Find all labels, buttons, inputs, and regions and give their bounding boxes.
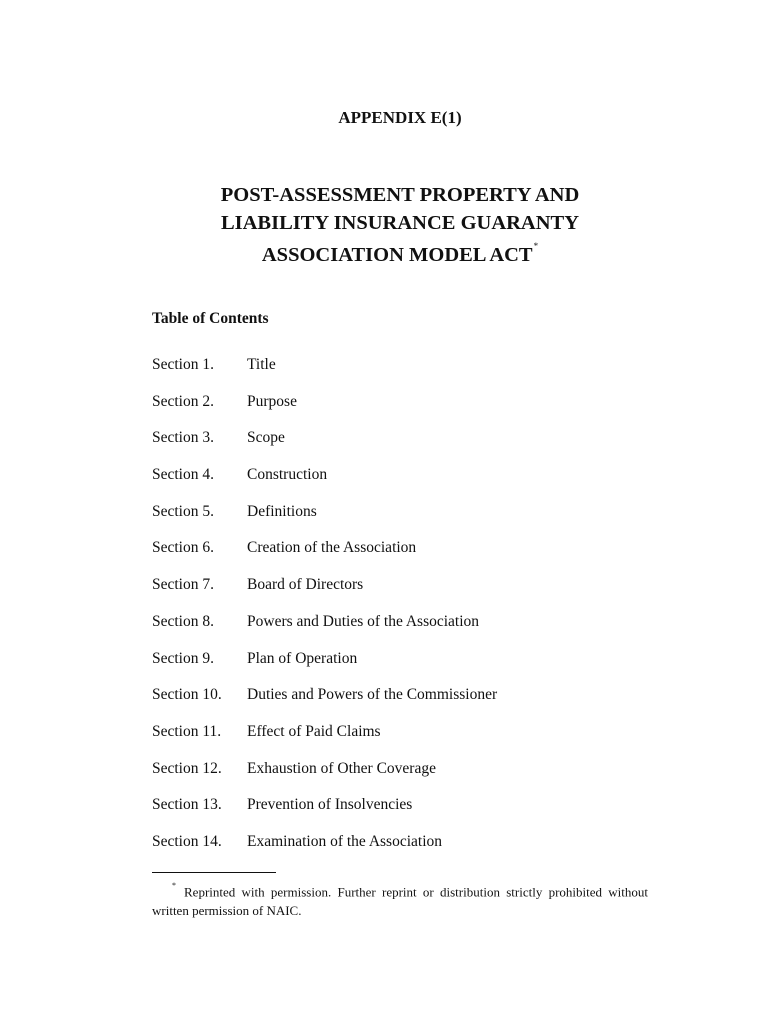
toc-section-title: Examination of the Association <box>247 832 443 850</box>
toc-item[interactable] <box>152 464 712 501</box>
title-footnote-marker[interactable]: * <box>533 241 539 251</box>
title-line-2: LIABILITY INSURANCE GUARANTY <box>220 211 580 234</box>
toc-section-title: Purpose <box>247 392 297 410</box>
toc-section-number: Section 5. <box>152 502 214 520</box>
toc-section-number: Section 8. <box>152 612 214 630</box>
toc-section-title: Title <box>247 356 276 373</box>
toc-item[interactable] <box>152 794 712 831</box>
toc-section-title: Construction <box>247 466 328 484</box>
toc-item[interactable] <box>152 831 712 868</box>
toc-item[interactable] <box>152 391 712 428</box>
footnote <box>152 879 648 920</box>
toc-section-number: Section 13. <box>152 796 222 814</box>
toc-section-number: Section 14. <box>152 832 222 850</box>
toc-item[interactable] <box>152 354 712 391</box>
toc-item[interactable] <box>152 648 712 685</box>
toc-section-title: Definitions <box>247 502 317 520</box>
toc-item[interactable] <box>152 574 712 611</box>
toc-section-title: Board of Directors <box>247 576 364 594</box>
toc-section-title: Prevention of Insolvencies <box>247 796 413 814</box>
toc-list <box>152 354 712 868</box>
toc-section-number: Section 2. <box>152 392 214 410</box>
footnote-marker: * <box>172 881 176 890</box>
appendix-label: APPENDIX E(1) <box>338 108 462 127</box>
document-title <box>0 182 770 269</box>
toc-section-number: Section 7. <box>152 576 214 594</box>
toc-section-number: Section 11. <box>152 722 222 740</box>
toc-section-number: Section 4. <box>152 466 214 484</box>
toc-item[interactable] <box>152 537 712 574</box>
toc-heading: Table of Contents <box>152 310 269 327</box>
footnote-divider <box>152 872 276 873</box>
toc-item[interactable] <box>152 501 712 538</box>
toc-section-number: Section 12. <box>152 759 222 777</box>
toc-section-title: Creation of the Association <box>247 539 417 557</box>
toc-section-number: Section 1. <box>152 356 214 373</box>
toc-item[interactable] <box>152 721 712 758</box>
toc-section-number: Section 3. <box>152 429 214 447</box>
toc-item[interactable] <box>152 427 712 464</box>
toc-section-title: Powers and Duties of the Association <box>247 612 480 630</box>
footnote-text: Reprinted with permission. Further reprint or distribution strictly prohibited without written permission of NAIC. <box>152 884 648 919</box>
toc-item[interactable] <box>152 684 712 721</box>
toc-section-title: Duties and Powers of the Commissioner <box>247 686 498 704</box>
toc-section-title: Plan of Operation <box>247 649 358 667</box>
toc-section-number: Section 9. <box>152 649 214 667</box>
toc-item[interactable] <box>152 758 712 795</box>
title-line-3 <box>0 237 770 269</box>
toc-section-number: Section 10. <box>152 686 222 704</box>
title-line-1: POST-ASSESSMENT PROPERTY AND <box>220 184 580 206</box>
toc-section-title: Scope <box>247 429 285 447</box>
toc-section-number: Section 6. <box>152 539 214 557</box>
toc-item[interactable] <box>152 611 712 648</box>
toc-section-title: Effect of Paid Claims <box>247 722 381 740</box>
title-line-3-text: ASSOCIATION MODEL ACT <box>261 243 533 266</box>
toc-section-title: Exhaustion of Other Coverage <box>247 759 436 777</box>
